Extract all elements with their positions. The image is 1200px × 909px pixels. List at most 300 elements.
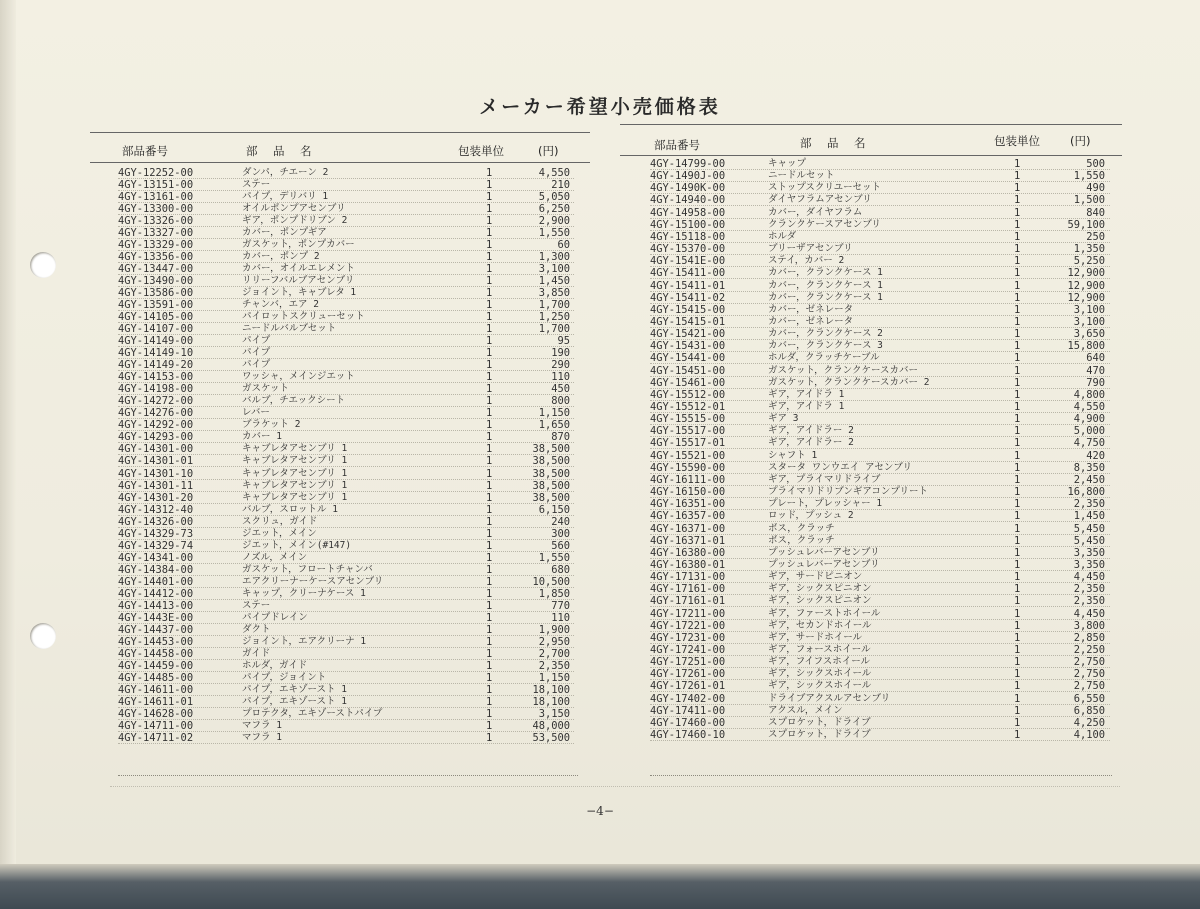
table-row [118, 732, 574, 744]
table-row [118, 720, 574, 732]
table-row [118, 203, 574, 215]
package-unit: 1 [486, 611, 493, 624]
retail-price: 4,550 [538, 167, 570, 179]
table-row [650, 170, 1110, 182]
retail-price: 5,250 [1073, 255, 1105, 268]
part-number: 4GY-14107-00 [118, 323, 194, 336]
retail-price: 60 [557, 239, 570, 252]
retail-price: 110 [551, 611, 570, 624]
retail-price: 15,800 [1067, 340, 1105, 353]
retail-price: 38,500 [532, 467, 570, 480]
package-unit: 1 [486, 695, 493, 708]
part-number: 4GY-14628-00 [118, 707, 194, 720]
part-number: 4GY-15415-00 [650, 303, 726, 316]
part-name: バルブ，チエックシート [242, 395, 346, 407]
package-unit: 1 [486, 371, 493, 384]
retail-price: 5,450 [1073, 522, 1105, 535]
table-row [118, 624, 574, 636]
package-unit: 1 [486, 491, 493, 504]
part-number: 4GY-13327-00 [118, 227, 194, 240]
part-number: 4GY-16357-00 [650, 510, 726, 523]
package-unit: 1 [1014, 631, 1021, 644]
part-number: 4GY-13300-00 [118, 203, 194, 216]
part-number: 4GY-17402-00 [650, 692, 726, 705]
part-name: キャブレタアセンブリ 1 [242, 455, 348, 467]
retail-price: 2,750 [1073, 656, 1105, 669]
table-row [118, 419, 574, 431]
part-name: カバー，オイルエレメント [242, 263, 355, 275]
part-number: 4GY-14272-00 [118, 395, 194, 408]
retail-price: 3,100 [538, 263, 570, 276]
part-number: 4GY-1541E-00 [650, 255, 726, 268]
part-name: カバー，クランクケース 1 [768, 267, 883, 279]
part-name: ホルダ [768, 230, 797, 242]
part-name: ギア，シックスピニオン [768, 583, 872, 595]
part-number: 4GY-15461-00 [650, 376, 726, 389]
part-name: ノズル，メイン [242, 551, 308, 563]
package-unit: 1 [1014, 595, 1021, 608]
table-row [118, 407, 574, 419]
part-name: パイプ，デリバリ 1 [242, 191, 329, 203]
part-number: 4GY-14105-00 [118, 311, 194, 324]
part-name: パイプドレイン [242, 611, 308, 623]
table-row [650, 365, 1110, 377]
part-name: カバー，ポンプ 2 [242, 251, 320, 263]
retail-price: 53,500 [532, 731, 570, 744]
part-name: クランクケースアセンブリ [768, 218, 881, 230]
retail-price: 1,700 [538, 299, 570, 312]
part-number: 4GY-13490-00 [118, 275, 194, 288]
part-name: キャブレタアセンブリ 1 [242, 443, 348, 455]
part-name: カバー 1 [242, 431, 282, 443]
page-title: メーカー希望小売価格表 [479, 96, 721, 118]
part-number: 4GY-14326-00 [118, 515, 194, 528]
part-name: ストップスクリユーセット [768, 182, 881, 194]
part-name: カバー，ゼネレータ [768, 303, 854, 315]
package-unit: 1 [486, 395, 493, 408]
retail-price: 16,800 [1067, 486, 1105, 499]
table-row [650, 510, 1110, 522]
package-unit: 1 [486, 707, 493, 720]
part-number: 4GY-17460-10 [650, 729, 726, 742]
table-row [118, 179, 574, 191]
table-row [650, 255, 1110, 267]
table-row [650, 389, 1110, 401]
part-number: 4GY-14611-01 [118, 695, 194, 708]
package-unit: 1 [486, 215, 493, 228]
package-unit: 1 [486, 251, 493, 264]
package-unit: 1 [1014, 376, 1021, 389]
part-name: プッシュレバーアセンブリ [768, 546, 880, 558]
part-number: 4GY-15118-00 [650, 230, 726, 243]
table-row [650, 437, 1110, 449]
part-name: ガスケット，クランクケースカバー 2 [768, 376, 930, 388]
package-unit: 1 [486, 443, 493, 456]
package-unit: 1 [1014, 315, 1021, 328]
package-unit: 1 [486, 419, 493, 432]
part-name: スクリュ，ガイド [242, 515, 318, 527]
retail-price: 1,900 [538, 623, 570, 636]
package-unit: 1 [486, 515, 493, 528]
part-name: ギア，アイドラー 2 [768, 437, 854, 449]
part-number: 4GY-14711-02 [118, 731, 194, 744]
table-row [650, 425, 1110, 437]
table-row [118, 588, 574, 600]
part-number: 4GY-16111-00 [650, 473, 726, 486]
table-row [650, 535, 1110, 547]
retail-price: 1,450 [538, 275, 570, 288]
part-name: キャップ，クリーナケース 1 [242, 587, 366, 599]
part-number: 4GY-15421-00 [650, 328, 726, 341]
part-number: 4GY-14453-00 [118, 635, 194, 648]
part-number: 4GY-14458-00 [118, 647, 194, 660]
package-unit: 1 [1014, 534, 1021, 547]
retail-price: 4,450 [1073, 607, 1105, 620]
retail-price: 1,250 [538, 311, 570, 324]
package-unit: 1 [486, 239, 493, 252]
table-row [650, 547, 1110, 559]
retail-price: 1,150 [538, 407, 570, 420]
page-binding-edge [0, 0, 16, 909]
retail-price: 1,450 [1073, 510, 1105, 523]
part-name: プライマリドリブンギアコンプリート [768, 486, 928, 498]
retail-price: 95 [557, 335, 570, 348]
table-row [650, 620, 1110, 632]
retail-price: 2,950 [538, 635, 570, 648]
table-row [118, 684, 574, 696]
table-row [118, 455, 574, 467]
table-row [650, 219, 1110, 231]
table-row [118, 600, 574, 612]
table-row [118, 227, 574, 239]
retail-price: 2,850 [1073, 631, 1105, 644]
table-row [118, 540, 574, 552]
package-unit: 1 [486, 551, 493, 564]
part-number: 4GY-15411-00 [650, 267, 726, 280]
table-row [650, 243, 1110, 255]
footer-rule [110, 786, 1120, 787]
package-unit: 1 [486, 659, 493, 672]
package-unit: 1 [1014, 291, 1021, 304]
part-name: シャフト 1 [768, 449, 818, 461]
table-row [118, 371, 574, 383]
part-name: ワッシャ，メインジエット [242, 371, 355, 383]
package-unit: 1 [486, 719, 493, 732]
part-name: パイプ [242, 347, 271, 359]
package-unit: 1 [486, 455, 493, 468]
retail-price: 680 [551, 563, 570, 576]
package-unit: 1 [486, 359, 493, 372]
part-number: 4GY-15411-01 [650, 279, 726, 292]
row-dotted-rule [118, 743, 574, 744]
part-number: 4GY-15515-00 [650, 413, 726, 426]
part-name: ギア，ポンプドリブン 2 [242, 215, 348, 227]
part-number: 4GY-16371-01 [650, 534, 726, 547]
binder-hole-bottom [30, 623, 56, 649]
retail-price: 3,100 [1073, 315, 1105, 328]
table-row [650, 304, 1110, 316]
part-number: 4GY-15517-01 [650, 437, 726, 450]
table-row [118, 708, 574, 720]
part-name: ギア，フォースホイール [768, 644, 871, 655]
package-unit: 1 [1014, 704, 1021, 717]
package-unit: 1 [1014, 449, 1021, 462]
part-name: プレート，プレッシャー 1 [768, 498, 883, 510]
part-number: 4GY-14301-20 [118, 491, 194, 504]
package-unit: 1 [1014, 303, 1021, 316]
part-number: 4GY-15512-00 [650, 388, 726, 401]
table-row [650, 486, 1110, 498]
package-unit: 1 [486, 431, 493, 444]
part-name: パイプ，ジョイント [242, 671, 327, 683]
package-unit: 1 [1014, 680, 1021, 693]
package-unit: 1 [1014, 170, 1021, 183]
package-unit: 1 [486, 227, 493, 240]
part-number: 4GY-14301-00 [118, 443, 194, 456]
table-row [650, 632, 1110, 644]
table-row [650, 292, 1110, 304]
package-unit: 1 [486, 587, 493, 600]
table-row [650, 267, 1110, 279]
part-name: ガスケット，フロートチャンバ [242, 563, 373, 575]
right-header-rule-top [620, 124, 1122, 125]
part-name: オイルポンプアセンブリ [242, 203, 346, 215]
table-row [650, 377, 1110, 389]
part-name: ガスケット，ポンプカバー [242, 239, 355, 251]
table-row [650, 401, 1110, 413]
part-number: 4GY-17221-00 [650, 619, 726, 632]
table-row [650, 352, 1110, 364]
package-unit: 1 [1014, 279, 1021, 292]
package-unit: 1 [1014, 486, 1021, 499]
table-row [118, 335, 574, 347]
part-name: ガイド [242, 647, 271, 659]
table-row [650, 523, 1110, 535]
part-number: 4GY-15451-00 [650, 364, 726, 377]
part-number: 4GY-17131-00 [650, 571, 726, 584]
part-number: 4GY-1443E-00 [118, 611, 194, 624]
retail-price: 3,150 [538, 707, 570, 720]
package-unit: 1 [1014, 388, 1021, 401]
retail-price: 2,250 [1073, 644, 1105, 656]
retail-price: 12,900 [1067, 279, 1105, 292]
part-name: スプロケット，ドライブ [768, 716, 871, 728]
part-name: キャブレタアセンブリ 1 [242, 467, 348, 479]
retail-price: 6,250 [538, 203, 570, 216]
package-unit: 1 [1014, 461, 1021, 474]
part-number: 4GY-15441-00 [650, 352, 726, 365]
part-name: カバー，ゼネレータ [768, 315, 854, 327]
part-name: ダイヤフラムアセンブリ [768, 194, 872, 206]
part-name: ステイ，カバー 2 [768, 255, 845, 267]
retail-price: 210 [551, 179, 570, 192]
package-unit: 1 [486, 383, 493, 396]
retail-price: 4,450 [1073, 571, 1105, 584]
part-number: 4GY-16150-00 [650, 486, 726, 499]
package-unit: 1 [486, 623, 493, 636]
package-unit: 1 [1014, 668, 1021, 681]
part-name: プッシュレバーアセンブリ [768, 558, 880, 570]
part-number: 4GY-15521-00 [650, 449, 726, 462]
part-name: ホルダ，クラッチケーブル [768, 352, 880, 364]
part-name: ダクト [242, 623, 271, 635]
package-unit: 1 [486, 347, 493, 360]
right-end-rule [650, 775, 1112, 776]
retail-price: 3,350 [1073, 558, 1105, 571]
part-number: 4GY-14384-00 [118, 563, 194, 576]
table-row [118, 239, 574, 251]
table-row [650, 231, 1110, 243]
part-number: 4GY-14276-00 [118, 407, 194, 420]
package-unit: 1 [486, 479, 493, 492]
retail-price: 2,900 [538, 215, 570, 228]
table-row [650, 316, 1110, 328]
part-name: ジエット，メイン(#147) [242, 539, 352, 551]
page-number: −4− [586, 804, 614, 818]
right-header-rule-bottom [620, 155, 1122, 156]
part-name: ボス，クラッチ [768, 534, 835, 546]
part-name: マフラ 1 [242, 719, 282, 731]
part-number: 4GY-17241-00 [650, 644, 726, 656]
package-unit: 1 [1014, 473, 1021, 486]
part-name: ギア，シックスホイール [768, 668, 872, 680]
table-row [118, 504, 574, 516]
left-end-rule [118, 775, 578, 776]
table-row [118, 648, 574, 660]
retail-price: 12,900 [1067, 267, 1105, 280]
retail-price: 1,650 [538, 419, 570, 432]
retail-price: 2,350 [1073, 498, 1105, 511]
part-number: 4GY-17261-00 [650, 668, 726, 681]
table-row [118, 516, 574, 528]
retail-price: 5,050 [538, 191, 570, 204]
table-row [118, 167, 574, 179]
package-unit: 1 [1014, 218, 1021, 231]
package-unit: 1 [1014, 413, 1021, 426]
table-row [650, 680, 1110, 692]
part-number: 4GY-14799-00 [650, 158, 726, 170]
part-name: ダンパ，チエーン 2 [242, 167, 329, 178]
part-number: 4GY-14958-00 [650, 206, 726, 219]
part-number: 4GY-15411-02 [650, 291, 726, 304]
retail-price: 2,450 [1073, 473, 1105, 486]
part-name: カバー，クランクケース 1 [768, 279, 883, 291]
part-name: ブラケット 2 [242, 419, 301, 431]
part-number: 4GY-14312-40 [118, 503, 194, 516]
package-unit: 1 [1014, 571, 1021, 584]
part-name: スプロケット，ドライブ [768, 729, 871, 741]
package-unit: 1 [1014, 716, 1021, 729]
table-row [650, 583, 1110, 595]
retail-price: 300 [551, 527, 570, 540]
part-name: マフラ 1 [242, 731, 282, 743]
part-name: ギア，プライマリドライブ [768, 473, 881, 485]
package-unit: 1 [1014, 607, 1021, 620]
retail-price: 110 [551, 371, 570, 384]
package-unit: 1 [486, 203, 493, 216]
retail-price: 4,800 [1073, 388, 1105, 401]
part-name: ギア，シックスピニオン [768, 595, 872, 607]
part-name: パイプ [242, 335, 271, 347]
part-number: 4GY-16371-00 [650, 522, 726, 535]
part-name: ジエット，メイン [242, 527, 317, 539]
part-name: アクスル，メイン [768, 704, 843, 716]
part-name: キャブレタアセンブリ 1 [242, 491, 348, 503]
part-name: ギア，アイドラー 2 [768, 425, 854, 437]
package-unit: 1 [1014, 158, 1021, 170]
table-row [118, 696, 574, 708]
retail-price: 560 [551, 539, 570, 552]
retail-price: 4,250 [1073, 716, 1105, 729]
retail-price: 2,750 [1073, 680, 1105, 693]
part-name: ニードルバルブセット [242, 323, 337, 335]
retail-price: 1,700 [538, 323, 570, 336]
table-row [650, 717, 1110, 729]
package-unit: 1 [486, 311, 493, 324]
table-row [118, 672, 574, 684]
retail-price: 5,450 [1073, 534, 1105, 547]
left-header-rule-bottom [90, 162, 590, 163]
part-name: ガスケット [242, 383, 290, 395]
part-number: 4GY-1490J-00 [650, 170, 726, 183]
part-number: 4GY-15100-00 [650, 218, 726, 231]
row-dotted-rule [650, 740, 1110, 741]
part-name: ジョイント，キャブレタ 1 [242, 287, 357, 299]
package-unit: 1 [1014, 267, 1021, 280]
retail-price: 870 [551, 431, 570, 444]
package-unit: 1 [1014, 182, 1021, 195]
table-row [650, 450, 1110, 462]
table-row [118, 552, 574, 564]
package-unit: 1 [1014, 583, 1021, 596]
package-unit: 1 [486, 671, 493, 684]
part-name: ギア，フイフスホイール [768, 656, 871, 668]
retail-price: 18,100 [532, 695, 570, 708]
part-name: ボス，クラッチ [768, 522, 835, 534]
table-row [650, 644, 1110, 656]
table-row [650, 158, 1110, 170]
part-name: ギア，シックスホイール [768, 680, 872, 692]
retail-price: 59,100 [1067, 218, 1105, 231]
package-unit: 1 [486, 287, 493, 300]
right-header-part-name: 部 品 名 [800, 136, 868, 150]
table-row [118, 636, 574, 648]
table-row [650, 571, 1110, 583]
retail-price: 1,350 [1073, 243, 1105, 256]
package-unit: 1 [1014, 522, 1021, 535]
part-name: パイプ [242, 359, 271, 371]
table-row [118, 287, 574, 299]
part-name: ギア，サードピニオン [768, 571, 863, 583]
retail-price: 800 [551, 395, 570, 408]
part-number: 4GY-17460-00 [650, 716, 726, 729]
part-name: カバー，ポンプギア [242, 227, 327, 239]
part-number: 4GY-14401-00 [118, 575, 194, 588]
part-number: 4GY-17261-01 [650, 680, 726, 693]
left-header-part-no: 部品番号 [122, 144, 168, 158]
retail-price: 2,750 [1073, 668, 1105, 681]
binder-hole-top [30, 252, 56, 278]
table-row [118, 347, 574, 359]
part-name: カバー，クランクケース 3 [768, 340, 883, 352]
part-number: 4GY-15590-00 [650, 461, 726, 474]
part-number: 4GY-17161-01 [650, 595, 726, 608]
part-name: エアクリーナーケースアセンブリ [242, 575, 384, 587]
package-unit: 1 [1014, 243, 1021, 256]
part-number: 4GY-15517-00 [650, 425, 726, 438]
retail-price: 250 [1086, 230, 1105, 243]
retail-price: 490 [1086, 182, 1105, 195]
